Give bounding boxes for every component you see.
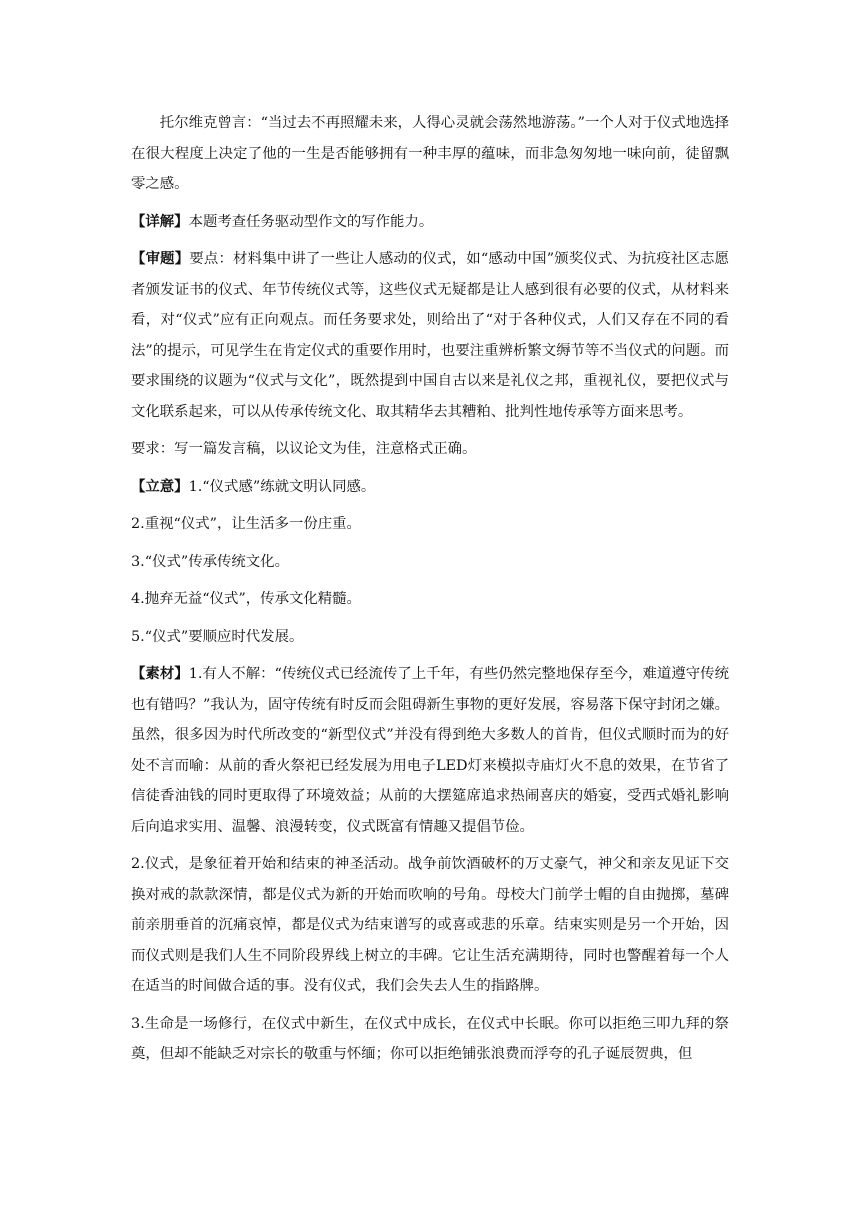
theme-label: 【立意】 [131, 477, 189, 495]
material-item-2: 2.仪式，是象征着开始和结束的神圣活动。战争前饮酒破杯的万丈豪气，神父和亲友见证下交换对戒的款款深情，都是仪式为新的开始而吹响的号角。母校大门前学士帽的自由抛掷，墓碑前亲朋垂首的沉痛哀悼，都是仪式为结束谱写的或喜或悲的乐章。结束实则是另一个开始，因而仪式则是我们人生不同阶段界线上树立的丰碑。它让生活充满期待，同时也警醒着每一个人在适当的时间做合适的事。没有仪式，我们会失去人生的指路牌。 [131, 856, 729, 994]
material-item-3: 3.生命是一场修行，在仪式中新生，在仪式中成长，在仪式中长眠。你可以拒绝三叩九拜的祭奠，但却不能缺乏对宗长的敬重与怀缅；你可以拒绝铺张浪费而浮夸的孔子诞辰贺典，但 [131, 1015, 729, 1062]
theme-paragraph [131, 472, 729, 503]
detail-text: 本题考查任务驱动型作文的写作能力。 [188, 213, 434, 230]
theme-item-2: 2.重视“仪式”，让生活多一份庄重。 [131, 516, 361, 532]
review-paragraph [131, 244, 729, 427]
detail-label: 【详解】 [131, 212, 189, 230]
material-paragraph [131, 659, 729, 842]
theme-item-1: 1.“仪式感”练就文明认同感。 [188, 478, 376, 495]
document-page [131, 108, 729, 1077]
theme-item-4: 4.抛弃无益“仪式”，传承文化精髓。 [131, 591, 361, 607]
review-text: 要点：材料集中讲了一些让人感动的仪式，如“感动中国”颁奖仪式、为抗疫社区志愿者颁发证书的仪式、年节传统仪式等，这些仪式无疑都是让人感到很有必要的仪式，从材料来看，对“仪式”应有正向观点。而任务要求处，则给出了“对于各种仪式，人们又存在不同的看法”的提示，可见学生在肯定仪式的重要作用时，也要注重辨析繁文缛节等不当仪式的问题。而要求围绕的议题为“仪式与文化”，既然提到中国自古以来是礼仪之邦，重视礼仪，要把仪式与文化联系起来，可以从传承传统文化、取其精华去其糟粕、批判性地传承等方面来思考。 [131, 251, 729, 420]
material-item-1: 1.有人不解：“传统仪式已经流传了上千年，有些仍然完整地保存至今，难道遵守传统也有错吗？”我认为，固守传统有时反而会阻碍新生事物的更好发展，容易落下保守封闭之嫌。虽然，很多因为时代所改变的“新型仪式”并没有得到绝大多数人的首肯，但仪式顺时而为的好处不言而喻：从前的香火祭祀已经发展为用电子LED灯来模拟寺庙灯火不息的效果，在节省了信徒香油钱的同时更取得了环境效益；从前的大摆筵席追求热闹喜庆的婚宴，受西式婚礼影响后向追求实用、温馨、浪漫转变，仪式既富有情趣又提倡节俭。 [131, 666, 729, 835]
intro-paragraph: 托尔维克曾言：“当过去不再照耀未来，人得心灵就会荡然地游荡。”一个人对于仪式地选择在很大程度上决定了他的一生是否能够拥有一种丰厚的蕴味，而非急匆匆地一味向前，徒留飘零之感。 [131, 115, 729, 192]
theme-item-5: 5.“仪式”要顺应时代发展。 [131, 628, 304, 645]
material-label: 【素材】 [131, 665, 189, 682]
detail-paragraph [131, 207, 729, 238]
theme-item-3: 3.“仪式”传承传统文化。 [131, 553, 289, 570]
requirement-paragraph: 要求：写一篇发言稿，以议论文为佳，注意格式正确。 [131, 441, 477, 457]
review-label: 【审题】 [131, 250, 190, 267]
